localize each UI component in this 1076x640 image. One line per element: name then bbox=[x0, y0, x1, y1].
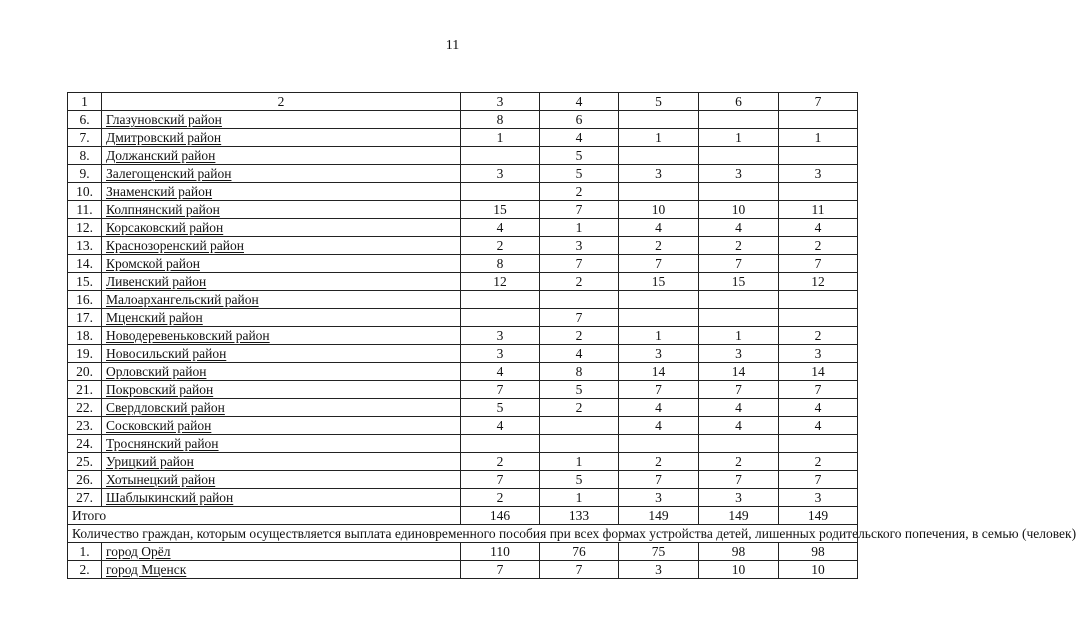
value-cell: 2 bbox=[699, 453, 779, 471]
value-cell: 110 bbox=[461, 543, 540, 561]
value-cell: 2 bbox=[540, 183, 619, 201]
value-cell: 2 bbox=[461, 237, 540, 255]
row-number: 18. bbox=[68, 327, 102, 345]
value-cell bbox=[461, 309, 540, 327]
value-cell: 1 bbox=[461, 129, 540, 147]
value-cell bbox=[619, 435, 699, 453]
value-cell bbox=[699, 147, 779, 165]
table-row bbox=[68, 327, 858, 345]
value-cell: 2 bbox=[540, 399, 619, 417]
row-number: 9. bbox=[68, 165, 102, 183]
table-row bbox=[68, 363, 858, 381]
value-cell: 3 bbox=[619, 345, 699, 363]
district-name: Ливенский район bbox=[102, 273, 461, 291]
value-cell bbox=[619, 111, 699, 129]
district-name: Хотынецкий район bbox=[102, 471, 461, 489]
table-row bbox=[68, 435, 858, 453]
header-cell: 7 bbox=[779, 93, 858, 111]
column-number-header-row bbox=[68, 93, 858, 111]
row-number: 1. bbox=[68, 543, 102, 561]
table-row bbox=[68, 183, 858, 201]
value-cell bbox=[699, 183, 779, 201]
value-cell: 7 bbox=[699, 471, 779, 489]
value-cell: 10 bbox=[619, 201, 699, 219]
value-cell: 10 bbox=[699, 201, 779, 219]
value-cell: 4 bbox=[699, 417, 779, 435]
value-cell: 2 bbox=[540, 327, 619, 345]
district-name: Новодеревеньковский район bbox=[102, 327, 461, 345]
header-cell: 4 bbox=[540, 93, 619, 111]
value-cell: 8 bbox=[540, 363, 619, 381]
row-number: 10. bbox=[68, 183, 102, 201]
value-cell: 2 bbox=[619, 453, 699, 471]
value-cell: 3 bbox=[619, 165, 699, 183]
district-name: Краснозоренский район bbox=[102, 237, 461, 255]
table-row bbox=[68, 561, 858, 579]
value-cell bbox=[779, 111, 858, 129]
table-row bbox=[68, 543, 858, 561]
value-cell: 5 bbox=[540, 381, 619, 399]
value-cell: 7 bbox=[699, 255, 779, 273]
value-cell: 14 bbox=[619, 363, 699, 381]
header-cell: 1 bbox=[68, 93, 102, 111]
header-cell: 6 bbox=[699, 93, 779, 111]
district-name: Сосковский район bbox=[102, 417, 461, 435]
row-number: 17. bbox=[68, 309, 102, 327]
value-cell: 10 bbox=[699, 561, 779, 579]
value-cell: 98 bbox=[779, 543, 858, 561]
table-row bbox=[68, 399, 858, 417]
value-cell: 3 bbox=[699, 345, 779, 363]
row-number: 25. bbox=[68, 453, 102, 471]
value-cell: 4 bbox=[461, 363, 540, 381]
value-cell: 7 bbox=[540, 561, 619, 579]
table-row bbox=[68, 147, 858, 165]
value-cell bbox=[779, 291, 858, 309]
header-cell: 2 bbox=[102, 93, 461, 111]
district-name: Знаменский район bbox=[102, 183, 461, 201]
row-number: 13. bbox=[68, 237, 102, 255]
value-cell: 2 bbox=[619, 237, 699, 255]
row-number: 6. bbox=[68, 111, 102, 129]
row-number: 27. bbox=[68, 489, 102, 507]
district-name: Свердловский район bbox=[102, 399, 461, 417]
table-row bbox=[68, 453, 858, 471]
district-name: Шаблыкинский район bbox=[102, 489, 461, 507]
district-name: Дмитровский район bbox=[102, 129, 461, 147]
row-number: 7. bbox=[68, 129, 102, 147]
value-cell: 3 bbox=[699, 165, 779, 183]
value-cell bbox=[461, 435, 540, 453]
value-cell: 98 bbox=[699, 543, 779, 561]
value-cell: 4 bbox=[540, 345, 619, 363]
value-cell: 7 bbox=[779, 381, 858, 399]
district-name: Покровский район bbox=[102, 381, 461, 399]
district-name: Мценский район bbox=[102, 309, 461, 327]
value-cell: 7 bbox=[699, 381, 779, 399]
statistics-table bbox=[67, 92, 1076, 579]
table-row bbox=[68, 291, 858, 309]
value-cell: 11 bbox=[779, 201, 858, 219]
value-cell: 2 bbox=[540, 273, 619, 291]
row-number: 16. bbox=[68, 291, 102, 309]
value-cell: 7 bbox=[461, 381, 540, 399]
district-name: Глазуновский район bbox=[102, 111, 461, 129]
value-cell bbox=[619, 183, 699, 201]
value-cell bbox=[699, 435, 779, 453]
district-name: Колпнянский район bbox=[102, 201, 461, 219]
district-name: Троснянский район bbox=[102, 435, 461, 453]
value-cell: 14 bbox=[779, 363, 858, 381]
total-value: 149 bbox=[699, 507, 779, 525]
row-number: 21. bbox=[68, 381, 102, 399]
table-row bbox=[68, 237, 858, 255]
table-row bbox=[68, 111, 858, 129]
value-cell: 3 bbox=[779, 345, 858, 363]
value-cell: 5 bbox=[540, 165, 619, 183]
value-cell: 4 bbox=[779, 417, 858, 435]
table-row bbox=[68, 489, 858, 507]
value-cell: 1 bbox=[619, 327, 699, 345]
value-cell: 7 bbox=[540, 309, 619, 327]
value-cell: 1 bbox=[699, 129, 779, 147]
section-note-row bbox=[68, 525, 858, 543]
value-cell: 2 bbox=[699, 237, 779, 255]
row-number: 8. bbox=[68, 147, 102, 165]
value-cell: 1 bbox=[540, 453, 619, 471]
table-row bbox=[68, 255, 858, 273]
value-cell: 76 bbox=[540, 543, 619, 561]
value-cell: 3 bbox=[540, 237, 619, 255]
total-label: Итого bbox=[68, 507, 461, 525]
total-value: 149 bbox=[619, 507, 699, 525]
value-cell bbox=[779, 309, 858, 327]
row-number: 11. bbox=[68, 201, 102, 219]
value-cell: 4 bbox=[779, 399, 858, 417]
value-cell: 1 bbox=[779, 129, 858, 147]
value-cell: 15 bbox=[461, 201, 540, 219]
row-number: 19. bbox=[68, 345, 102, 363]
value-cell: 4 bbox=[461, 219, 540, 237]
value-cell: 4 bbox=[779, 219, 858, 237]
district-name: Кромской район bbox=[102, 255, 461, 273]
value-cell: 3 bbox=[779, 489, 858, 507]
row-number: 26. bbox=[68, 471, 102, 489]
district-name: Новосильский район bbox=[102, 345, 461, 363]
row-number: 22. bbox=[68, 399, 102, 417]
row-number: 23. bbox=[68, 417, 102, 435]
value-cell: 1 bbox=[619, 129, 699, 147]
value-cell bbox=[619, 309, 699, 327]
district-name: Орловский район bbox=[102, 363, 461, 381]
district-name: город Мценск bbox=[102, 561, 461, 579]
value-cell: 4 bbox=[540, 129, 619, 147]
value-cell bbox=[461, 147, 540, 165]
total-value: 133 bbox=[540, 507, 619, 525]
value-cell: 3 bbox=[461, 165, 540, 183]
value-cell bbox=[540, 291, 619, 309]
value-cell: 6 bbox=[540, 111, 619, 129]
value-cell: 14 bbox=[699, 363, 779, 381]
value-cell bbox=[779, 147, 858, 165]
value-cell: 1 bbox=[540, 489, 619, 507]
value-cell: 2 bbox=[779, 327, 858, 345]
value-cell bbox=[619, 291, 699, 309]
value-cell: 3 bbox=[779, 165, 858, 183]
value-cell: 3 bbox=[461, 345, 540, 363]
value-cell: 3 bbox=[461, 327, 540, 345]
value-cell bbox=[461, 291, 540, 309]
value-cell: 3 bbox=[619, 561, 699, 579]
value-cell: 8 bbox=[461, 111, 540, 129]
table-row bbox=[68, 417, 858, 435]
row-number: 15. bbox=[68, 273, 102, 291]
value-cell bbox=[699, 291, 779, 309]
table-row bbox=[68, 345, 858, 363]
header-cell: 5 bbox=[619, 93, 699, 111]
value-cell: 12 bbox=[779, 273, 858, 291]
value-cell: 7 bbox=[461, 561, 540, 579]
row-number: 20. bbox=[68, 363, 102, 381]
value-cell: 7 bbox=[619, 471, 699, 489]
value-cell: 4 bbox=[699, 399, 779, 417]
value-cell bbox=[699, 309, 779, 327]
value-cell bbox=[619, 147, 699, 165]
page-number: 11 bbox=[445, 38, 460, 53]
value-cell bbox=[779, 435, 858, 453]
value-cell bbox=[540, 435, 619, 453]
value-cell: 2 bbox=[779, 237, 858, 255]
header-cell: 3 bbox=[461, 93, 540, 111]
table-row bbox=[68, 129, 858, 147]
value-cell: 4 bbox=[461, 417, 540, 435]
value-cell: 4 bbox=[619, 417, 699, 435]
value-cell: 7 bbox=[619, 255, 699, 273]
table-row bbox=[68, 471, 858, 489]
value-cell: 12 bbox=[461, 273, 540, 291]
value-cell: 7 bbox=[619, 381, 699, 399]
value-cell: 15 bbox=[699, 273, 779, 291]
value-cell: 10 bbox=[779, 561, 858, 579]
value-cell: 1 bbox=[540, 219, 619, 237]
table-row bbox=[68, 219, 858, 237]
table-row bbox=[68, 273, 858, 291]
section-note: Количество граждан, которым осуществляется выплата единовременного пособия при всех формах устройства детей, лишенных родительского попечения, в семью (человек) bbox=[68, 525, 858, 543]
value-cell: 1 bbox=[699, 327, 779, 345]
value-cell: 4 bbox=[619, 399, 699, 417]
value-cell bbox=[779, 183, 858, 201]
value-cell: 3 bbox=[699, 489, 779, 507]
total-row bbox=[68, 507, 858, 525]
row-number: 14. bbox=[68, 255, 102, 273]
table-row bbox=[68, 165, 858, 183]
value-cell: 8 bbox=[461, 255, 540, 273]
value-cell: 4 bbox=[619, 219, 699, 237]
table-row bbox=[68, 309, 858, 327]
value-cell bbox=[540, 417, 619, 435]
value-cell: 7 bbox=[461, 471, 540, 489]
value-cell: 4 bbox=[699, 219, 779, 237]
value-cell: 7 bbox=[779, 255, 858, 273]
district-name: Корсаковский район bbox=[102, 219, 461, 237]
value-cell: 5 bbox=[461, 399, 540, 417]
value-cell bbox=[699, 111, 779, 129]
value-cell: 5 bbox=[540, 471, 619, 489]
table-row bbox=[68, 201, 858, 219]
value-cell: 3 bbox=[619, 489, 699, 507]
district-name: город Орёл bbox=[102, 543, 461, 561]
value-cell: 2 bbox=[461, 489, 540, 507]
value-cell: 2 bbox=[779, 453, 858, 471]
district-name: Залегощенский район bbox=[102, 165, 461, 183]
value-cell: 7 bbox=[779, 471, 858, 489]
row-number: 2. bbox=[68, 561, 102, 579]
district-name: Урицкий район bbox=[102, 453, 461, 471]
row-number: 12. bbox=[68, 219, 102, 237]
value-cell: 7 bbox=[540, 255, 619, 273]
table-row bbox=[68, 381, 858, 399]
district-name: Должанский район bbox=[102, 147, 461, 165]
value-cell: 75 bbox=[619, 543, 699, 561]
value-cell: 2 bbox=[461, 453, 540, 471]
district-name: Малоархангельский район bbox=[102, 291, 461, 309]
total-value: 146 bbox=[461, 507, 540, 525]
row-number: 24. bbox=[68, 435, 102, 453]
value-cell bbox=[461, 183, 540, 201]
value-cell: 5 bbox=[540, 147, 619, 165]
value-cell: 7 bbox=[540, 201, 619, 219]
value-cell: 15 bbox=[619, 273, 699, 291]
total-value: 149 bbox=[779, 507, 858, 525]
